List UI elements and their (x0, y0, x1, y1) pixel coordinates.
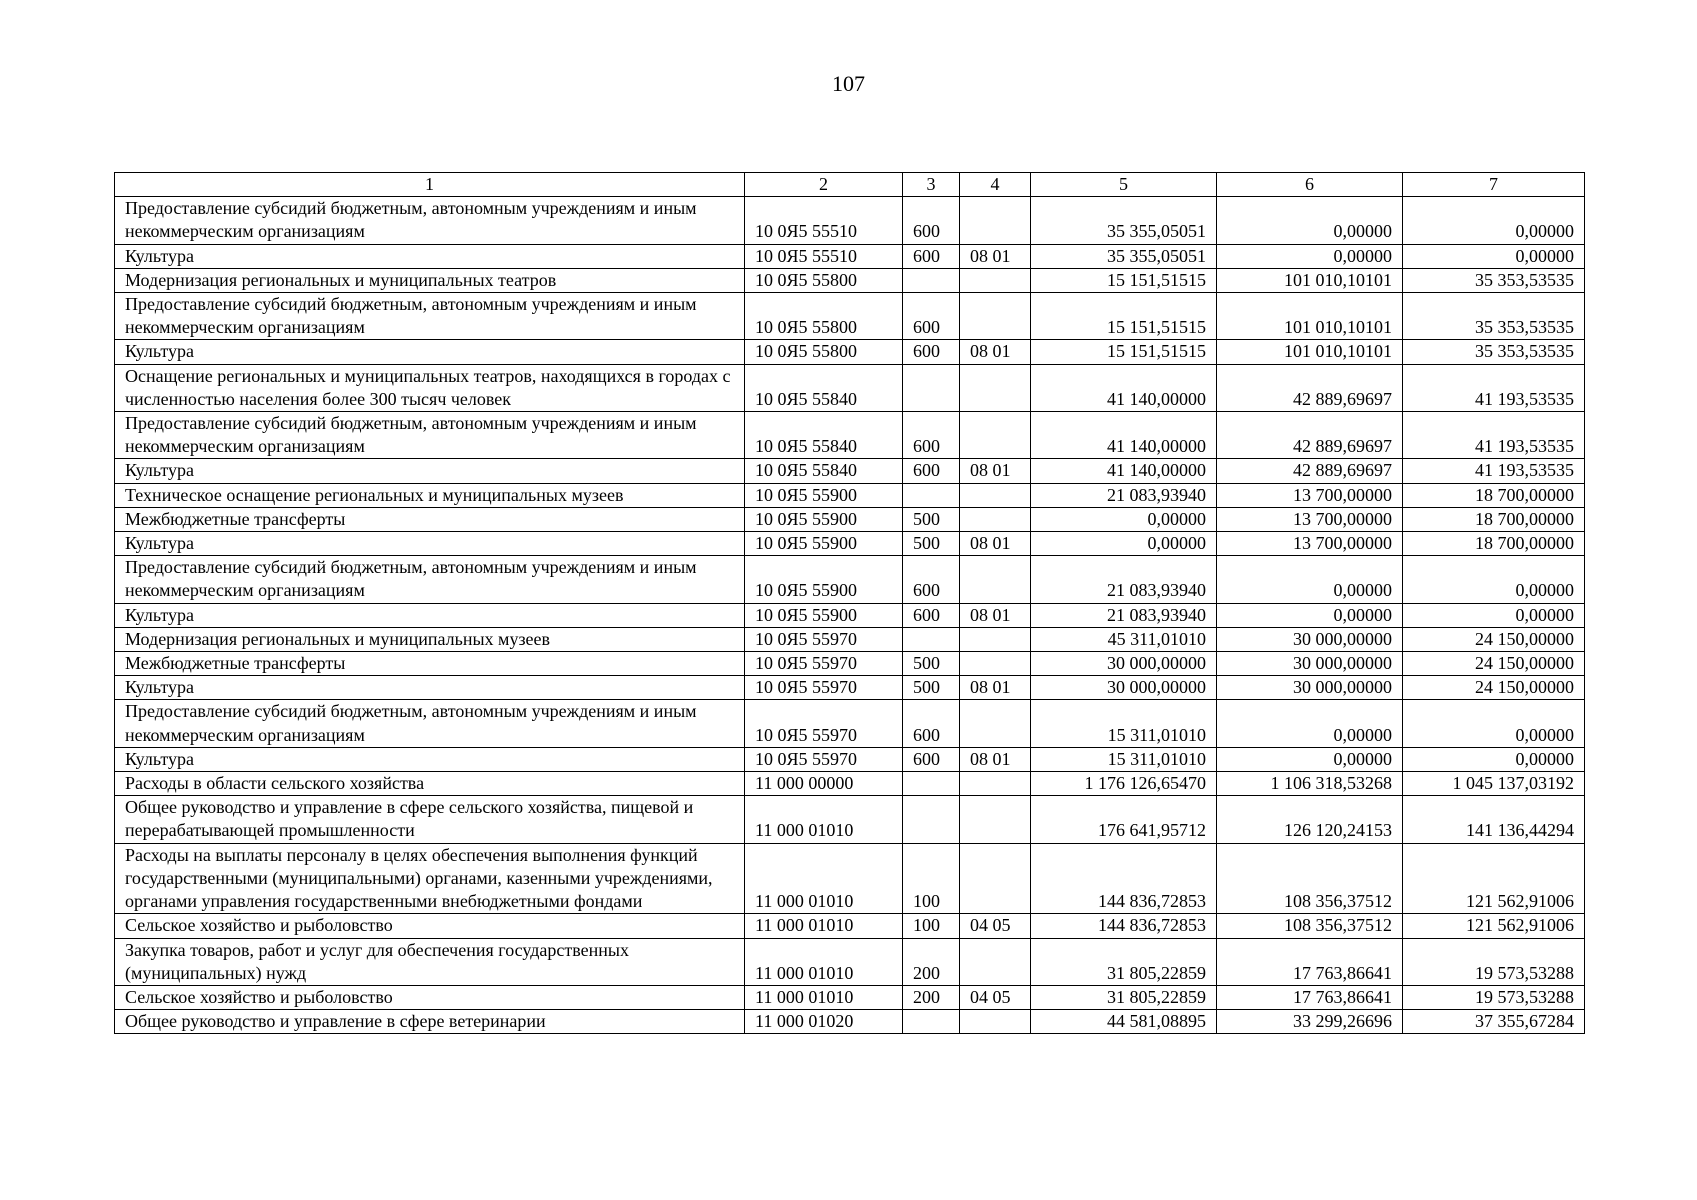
target-article-code: 10 0Я5 55800 (745, 268, 903, 292)
table-row (115, 914, 1585, 938)
target-article-code: 10 0Я5 55840 (745, 412, 903, 459)
table-row (115, 340, 1585, 364)
amount-col-6: 42 889,69697 (1217, 364, 1403, 411)
amount-col-7: 121 562,91006 (1403, 914, 1585, 938)
section-subsection (960, 556, 1031, 603)
expense-type: 600 (903, 340, 960, 364)
amount-col-6: 42 889,69697 (1217, 412, 1403, 459)
item-name: Техническое оснащение региональных и муниципальных музеев (115, 483, 745, 507)
header-col-7: 7 (1403, 173, 1585, 197)
expense-type: 600 (903, 747, 960, 771)
section-subsection: 08 01 (960, 676, 1031, 700)
amount-col-6: 13 700,00000 (1217, 532, 1403, 556)
amount-col-5: 45 311,01010 (1031, 627, 1217, 651)
table-row (115, 1010, 1585, 1034)
expense-type: 600 (903, 603, 960, 627)
amount-col-5: 0,00000 (1031, 507, 1217, 531)
item-name: Предоставление субсидий бюджетным, автономным учреждениям и иным некоммерческим организациям (115, 197, 745, 244)
section-subsection (960, 627, 1031, 651)
amount-col-6: 0,00000 (1217, 244, 1403, 268)
table-row (115, 293, 1585, 340)
amount-col-7: 19 573,53288 (1403, 985, 1585, 1009)
target-article-code: 10 0Я5 55800 (745, 293, 903, 340)
amount-col-6: 101 010,10101 (1217, 293, 1403, 340)
target-article-code: 10 0Я5 55510 (745, 244, 903, 268)
amount-col-6: 101 010,10101 (1217, 340, 1403, 364)
amount-col-5: 144 836,72853 (1031, 843, 1217, 914)
budget-table (114, 172, 1585, 1034)
section-subsection (960, 843, 1031, 914)
table-row (115, 532, 1585, 556)
amount-col-6: 13 700,00000 (1217, 483, 1403, 507)
amount-col-6: 126 120,24153 (1217, 796, 1403, 843)
amount-col-5: 21 083,93940 (1031, 556, 1217, 603)
amount-col-5: 21 083,93940 (1031, 483, 1217, 507)
target-article-code: 10 0Я5 55970 (745, 627, 903, 651)
target-article-code: 10 0Я5 55900 (745, 603, 903, 627)
target-article-code: 11 000 01010 (745, 914, 903, 938)
amount-col-7: 35 353,53535 (1403, 340, 1585, 364)
expense-type (903, 627, 960, 651)
section-subsection (960, 364, 1031, 411)
amount-col-5: 15 151,51515 (1031, 293, 1217, 340)
item-name: Сельское хозяйство и рыболовство (115, 985, 745, 1009)
expense-type: 500 (903, 532, 960, 556)
table-row (115, 938, 1585, 985)
item-name: Модернизация региональных и муниципальных театров (115, 268, 745, 292)
item-name: Модернизация региональных и муниципальных музеев (115, 627, 745, 651)
expense-type (903, 772, 960, 796)
amount-col-5: 176 641,95712 (1031, 796, 1217, 843)
expense-type: 500 (903, 652, 960, 676)
amount-col-7: 18 700,00000 (1403, 483, 1585, 507)
section-subsection: 08 01 (960, 603, 1031, 627)
header-col-6: 6 (1217, 173, 1403, 197)
target-article-code: 10 0Я5 55900 (745, 556, 903, 603)
item-name: Предоставление субсидий бюджетным, автономным учреждениям и иным некоммерческим организациям (115, 412, 745, 459)
section-subsection: 04 05 (960, 985, 1031, 1009)
amount-col-5: 15 311,01010 (1031, 700, 1217, 747)
amount-col-5: 44 581,08895 (1031, 1010, 1217, 1034)
amount-col-5: 31 805,22859 (1031, 985, 1217, 1009)
expense-type (903, 483, 960, 507)
section-subsection (960, 197, 1031, 244)
amount-col-7: 41 193,53535 (1403, 364, 1585, 411)
header-col-2: 2 (745, 173, 903, 197)
table-row (115, 843, 1585, 914)
amount-col-6: 108 356,37512 (1217, 843, 1403, 914)
target-article-code: 10 0Я5 55800 (745, 340, 903, 364)
header-row (115, 173, 1585, 197)
amount-col-7: 41 193,53535 (1403, 412, 1585, 459)
amount-col-6: 0,00000 (1217, 700, 1403, 747)
target-article-code: 11 000 01020 (745, 1010, 903, 1034)
section-subsection: 04 05 (960, 914, 1031, 938)
target-article-code: 10 0Я5 55840 (745, 364, 903, 411)
amount-col-5: 21 083,93940 (1031, 603, 1217, 627)
section-subsection (960, 700, 1031, 747)
expense-type (903, 1010, 960, 1034)
amount-col-7: 41 193,53535 (1403, 459, 1585, 483)
item-name: Культура (115, 603, 745, 627)
expense-type (903, 364, 960, 411)
amount-col-7: 0,00000 (1403, 244, 1585, 268)
item-name: Сельское хозяйство и рыболовство (115, 914, 745, 938)
item-name: Предоставление субсидий бюджетным, автономным учреждениям и иным некоммерческим организациям (115, 700, 745, 747)
section-subsection (960, 652, 1031, 676)
amount-col-7: 0,00000 (1403, 700, 1585, 747)
amount-col-5: 0,00000 (1031, 532, 1217, 556)
target-article-code: 10 0Я5 55840 (745, 459, 903, 483)
amount-col-6: 30 000,00000 (1217, 627, 1403, 651)
amount-col-7: 37 355,67284 (1403, 1010, 1585, 1034)
expense-type: 500 (903, 507, 960, 531)
target-article-code: 10 0Я5 55900 (745, 483, 903, 507)
table-row (115, 556, 1585, 603)
target-article-code: 11 000 01010 (745, 796, 903, 843)
target-article-code: 10 0Я5 55970 (745, 700, 903, 747)
section-subsection (960, 412, 1031, 459)
amount-col-7: 141 136,44294 (1403, 796, 1585, 843)
section-subsection (960, 796, 1031, 843)
header-col-5: 5 (1031, 173, 1217, 197)
target-article-code: 10 0Я5 55510 (745, 197, 903, 244)
amount-col-6: 0,00000 (1217, 197, 1403, 244)
section-subsection (960, 772, 1031, 796)
item-name: Культура (115, 676, 745, 700)
expense-type (903, 268, 960, 292)
amount-col-5: 144 836,72853 (1031, 914, 1217, 938)
item-name: Общее руководство и управление в сфере сельского хозяйства, пищевой и перерабатывающей промышленности (115, 796, 745, 843)
header-col-1: 1 (115, 173, 745, 197)
expense-type: 200 (903, 985, 960, 1009)
amount-col-7: 24 150,00000 (1403, 676, 1585, 700)
amount-col-6: 33 299,26696 (1217, 1010, 1403, 1034)
table-row (115, 796, 1585, 843)
amount-col-5: 35 355,05051 (1031, 197, 1217, 244)
expense-type: 600 (903, 412, 960, 459)
amount-col-5: 41 140,00000 (1031, 459, 1217, 483)
amount-col-7: 1 045 137,03192 (1403, 772, 1585, 796)
item-name: Предоставление субсидий бюджетным, автономным учреждениям и иным некоммерческим организациям (115, 556, 745, 603)
expense-type: 600 (903, 197, 960, 244)
header-col-3: 3 (903, 173, 960, 197)
amount-col-6: 0,00000 (1217, 747, 1403, 771)
amount-col-5: 31 805,22859 (1031, 938, 1217, 985)
amount-col-5: 1 176 126,65470 (1031, 772, 1217, 796)
table-body (115, 197, 1585, 1034)
item-name: Общее руководство и управление в сфере ветеринарии (115, 1010, 745, 1034)
amount-col-6: 0,00000 (1217, 556, 1403, 603)
item-name: Культура (115, 459, 745, 483)
table-row (115, 652, 1585, 676)
amount-col-5: 15 151,51515 (1031, 340, 1217, 364)
item-name: Предоставление субсидий бюджетным, автономным учреждениям и иным некоммерческим организациям (115, 293, 745, 340)
amount-col-6: 108 356,37512 (1217, 914, 1403, 938)
table-row (115, 459, 1585, 483)
table-row (115, 268, 1585, 292)
table-row (115, 197, 1585, 244)
expense-type: 600 (903, 293, 960, 340)
table-row (115, 676, 1585, 700)
section-subsection (960, 483, 1031, 507)
page-number: 107 (832, 71, 865, 96)
item-name: Оснащение региональных и муниципальных театров, находящихся в городах с численностью населения более 300 тысяч человек (115, 364, 745, 411)
target-article-code: 11 000 01010 (745, 938, 903, 985)
amount-col-7: 121 562,91006 (1403, 843, 1585, 914)
section-subsection (960, 1010, 1031, 1034)
table-row (115, 700, 1585, 747)
amount-col-6: 30 000,00000 (1217, 676, 1403, 700)
amount-col-5: 30 000,00000 (1031, 652, 1217, 676)
expense-type: 500 (903, 676, 960, 700)
amount-col-6: 13 700,00000 (1217, 507, 1403, 531)
target-article-code: 10 0Я5 55900 (745, 532, 903, 556)
amount-col-6: 17 763,86641 (1217, 938, 1403, 985)
expense-type: 200 (903, 938, 960, 985)
target-article-code: 11 000 00000 (745, 772, 903, 796)
item-name: Межбюджетные трансферты (115, 507, 745, 531)
table-row (115, 772, 1585, 796)
amount-col-7: 19 573,53288 (1403, 938, 1585, 985)
expense-type (903, 796, 960, 843)
table-row (115, 244, 1585, 268)
table-row (115, 985, 1585, 1009)
target-article-code: 10 0Я5 55970 (745, 676, 903, 700)
amount-col-5: 15 311,01010 (1031, 747, 1217, 771)
table-row (115, 412, 1585, 459)
table-row (115, 747, 1585, 771)
table-row (115, 627, 1585, 651)
header-col-4: 4 (960, 173, 1031, 197)
item-name: Культура (115, 340, 745, 364)
amount-col-7: 0,00000 (1403, 556, 1585, 603)
target-article-code: 11 000 01010 (745, 843, 903, 914)
amount-col-6: 101 010,10101 (1217, 268, 1403, 292)
section-subsection (960, 268, 1031, 292)
section-subsection: 08 01 (960, 532, 1031, 556)
section-subsection: 08 01 (960, 244, 1031, 268)
amount-col-7: 0,00000 (1403, 197, 1585, 244)
amount-col-7: 35 353,53535 (1403, 268, 1585, 292)
amount-col-7: 24 150,00000 (1403, 652, 1585, 676)
amount-col-5: 41 140,00000 (1031, 364, 1217, 411)
section-subsection: 08 01 (960, 340, 1031, 364)
expense-type: 600 (903, 459, 960, 483)
target-article-code: 10 0Я5 55900 (745, 507, 903, 531)
section-subsection (960, 293, 1031, 340)
table-row (115, 483, 1585, 507)
amount-col-7: 24 150,00000 (1403, 627, 1585, 651)
target-article-code: 11 000 01010 (745, 985, 903, 1009)
section-subsection: 08 01 (960, 459, 1031, 483)
table-row (115, 603, 1585, 627)
amount-col-7: 35 353,53535 (1403, 293, 1585, 340)
expense-type: 600 (903, 556, 960, 603)
section-subsection: 08 01 (960, 747, 1031, 771)
item-name: Расходы в области сельского хозяйства (115, 772, 745, 796)
amount-col-6: 17 763,86641 (1217, 985, 1403, 1009)
item-name: Культура (115, 747, 745, 771)
table-row (115, 364, 1585, 411)
item-name: Расходы на выплаты персоналу в целях обеспечения выполнения функций государственными (муниципальными) органами, казенными учреждениями, органами управления государственными внебюджетными фондами (115, 843, 745, 914)
item-name: Закупка товаров, работ и услуг для обеспечения государственных (муниципальных) нужд (115, 938, 745, 985)
expense-type: 600 (903, 700, 960, 747)
amount-col-6: 30 000,00000 (1217, 652, 1403, 676)
amount-col-7: 0,00000 (1403, 603, 1585, 627)
item-name: Культура (115, 244, 745, 268)
section-subsection (960, 938, 1031, 985)
amount-col-5: 35 355,05051 (1031, 244, 1217, 268)
amount-col-6: 42 889,69697 (1217, 459, 1403, 483)
item-name: Культура (115, 532, 745, 556)
item-name: Межбюджетные трансферты (115, 652, 745, 676)
expense-type: 600 (903, 244, 960, 268)
section-subsection (960, 507, 1031, 531)
amount-col-7: 18 700,00000 (1403, 507, 1585, 531)
amount-col-7: 18 700,00000 (1403, 532, 1585, 556)
expense-type: 100 (903, 843, 960, 914)
amount-col-5: 15 151,51515 (1031, 268, 1217, 292)
amount-col-6: 1 106 318,53268 (1217, 772, 1403, 796)
expense-type: 100 (903, 914, 960, 938)
amount-col-6: 0,00000 (1217, 603, 1403, 627)
amount-col-5: 41 140,00000 (1031, 412, 1217, 459)
target-article-code: 10 0Я5 55970 (745, 747, 903, 771)
table-row (115, 507, 1585, 531)
amount-col-7: 0,00000 (1403, 747, 1585, 771)
target-article-code: 10 0Я5 55970 (745, 652, 903, 676)
amount-col-5: 30 000,00000 (1031, 676, 1217, 700)
